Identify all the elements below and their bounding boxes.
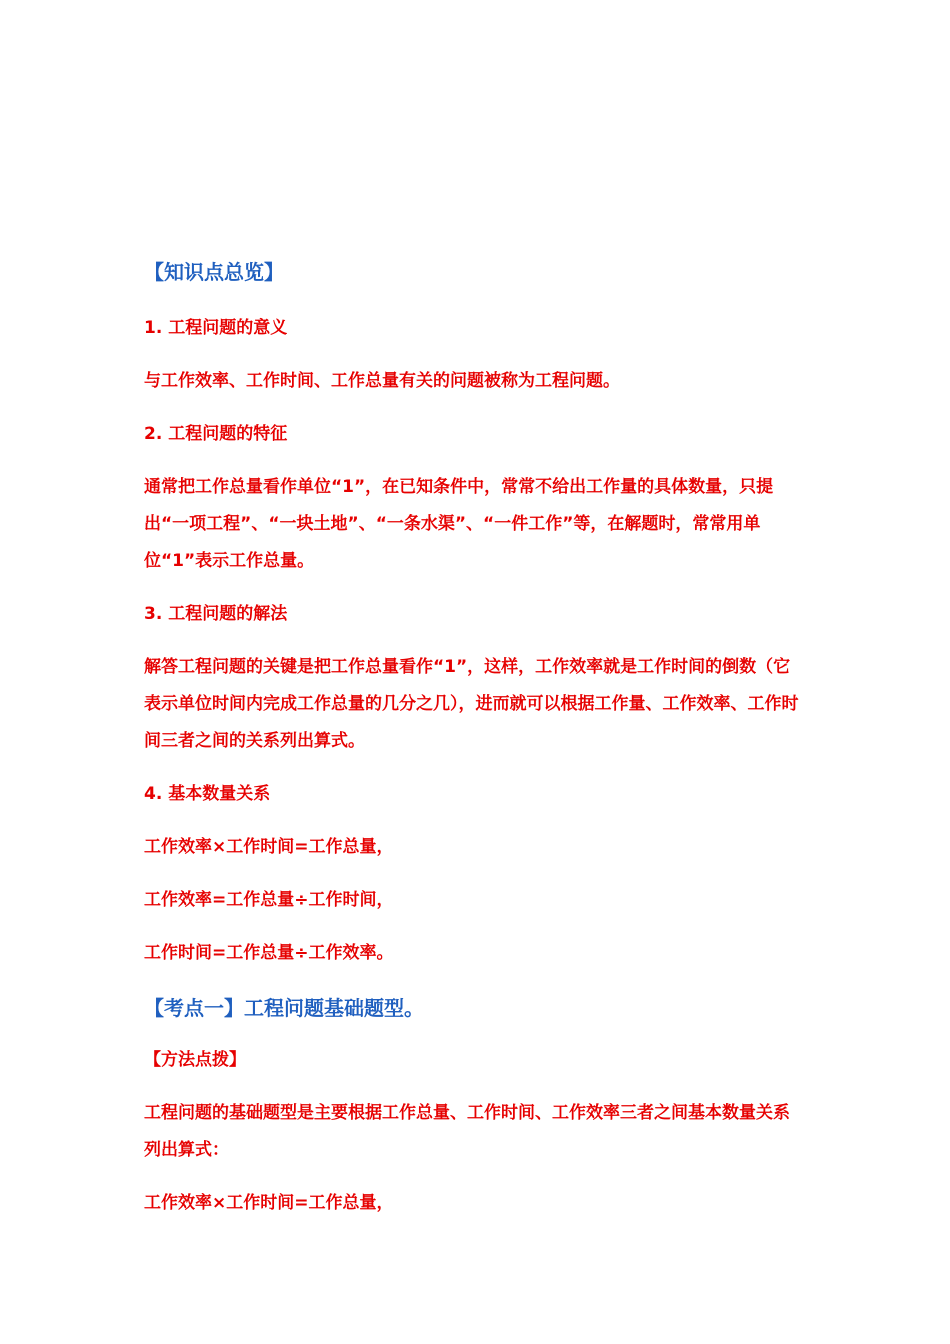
document-page — [144, 256, 804, 1222]
section-3-text: 解答工程问题的关键是把工作总量看作“1”，这样，工作效率就是工作时间的倒数（它表示单位时间内完成工作总量的几分之几），进而就可以根据工作量、工作效率、工作时间三者之间的关系列出算式。 — [144, 657, 799, 751]
section-2-title: 2. 工程问题的特征 — [144, 424, 288, 444]
kaodian-formula-efficiency-times-time: 工作效率×工作时间=工作总量， — [144, 1193, 394, 1213]
formula-efficiency: 工作效率=工作总量÷工作时间， — [144, 890, 394, 910]
method-title: 【方法点拨】 — [144, 1050, 246, 1070]
formula-efficiency-times-time: 工作效率×工作时间=工作总量， — [144, 837, 394, 857]
kaodian-heading-rest: 工程问题基础题型。 — [244, 996, 424, 1020]
section-2-text: 通常把工作总量看作单位“1”，在已知条件中，常常不给出工作量的具体数量，只提出“一项工程”、“一块土地”、“一条水渠”、“一件工作”等，在解题时，常常用单位“1”表示工作总量。 — [144, 477, 774, 571]
overview-heading: 【知识点总览】 — [144, 260, 284, 284]
section-4-title: 4. 基本数量关系 — [144, 784, 271, 804]
section-1-text: 与工作效率、工作时间、工作总量有关的问题被称为工程问题。 — [144, 371, 620, 391]
method-text: 工程问题的基础题型是主要根据工作总量、工作时间、工作效率三者之间基本数量关系列出算式： — [144, 1103, 790, 1160]
kaodian-heading — [144, 992, 804, 1024]
formula-time: 工作时间=工作总量÷工作效率。 — [144, 943, 394, 963]
section-1-title: 1. 工程问题的意义 — [144, 318, 288, 338]
kaodian-heading-prefix: 【考点一】 — [144, 996, 244, 1020]
section-3-title: 3. 工程问题的解法 — [144, 604, 288, 624]
